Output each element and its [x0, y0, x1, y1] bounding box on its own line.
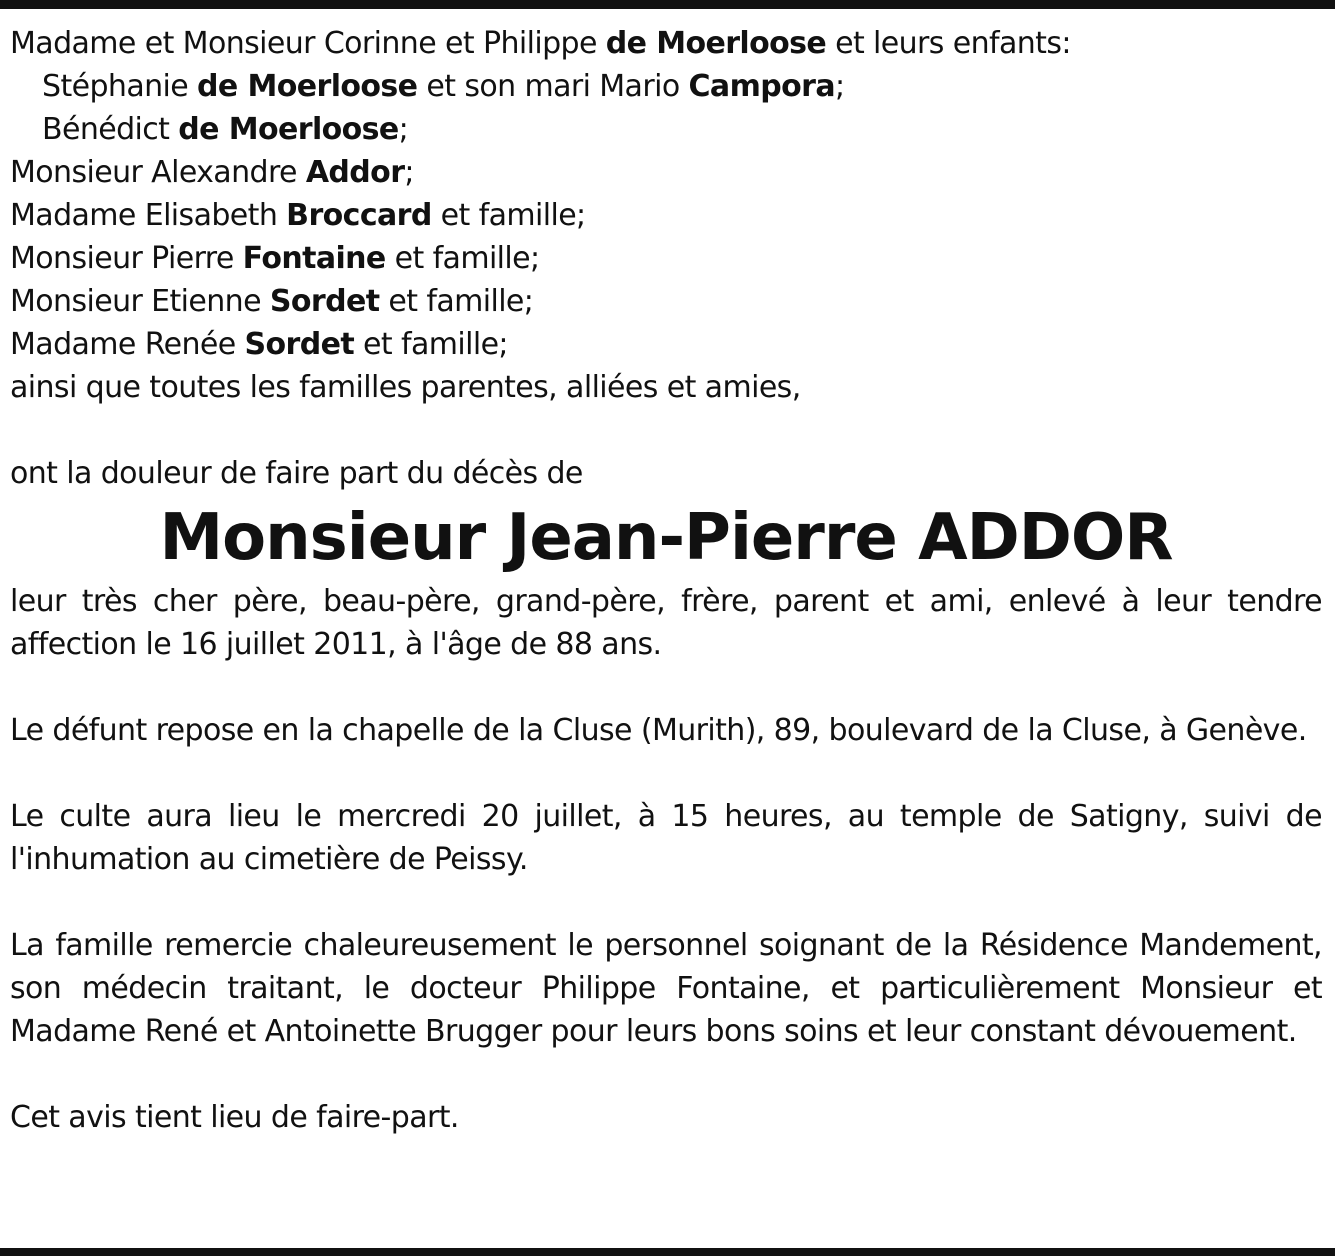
- family-line: [10, 151, 1322, 194]
- family-suffix-text: et leurs enfants:: [826, 26, 1071, 61]
- family-line: [10, 194, 1322, 237]
- family-suffix-text: et famille;: [379, 284, 534, 319]
- family-suffix-text: et famille;: [354, 327, 508, 362]
- family-suffix-text: ;: [398, 112, 409, 147]
- family-surname: Fontaine: [242, 241, 386, 276]
- family-surname: Campora: [688, 69, 835, 104]
- family-closing: ainsi que toutes les familles parentes, alliées et amies,: [10, 370, 801, 405]
- family-surname: Sordet: [269, 284, 380, 319]
- announcement: ont la douleur de faire part du décès de: [10, 456, 583, 491]
- family-name-text: Stéphanie: [42, 69, 198, 104]
- family-surname: de Moerloose: [605, 26, 827, 61]
- spacer: [10, 752, 1322, 795]
- family-suffix-text: ;: [404, 155, 414, 190]
- family-line: [10, 323, 1322, 366]
- obituary-notice: [10, 22, 1322, 1139]
- family-surname: Sordet: [244, 327, 355, 362]
- family-name-text: Monsieur Alexandre: [10, 155, 306, 190]
- bottom-rule: [0, 1248, 1335, 1256]
- repose-paragraph: Le défunt repose en la chapelle de la Cluse (Murith), 89, boulevard de la Cluse, à Genève.: [10, 713, 1307, 748]
- family-name-text: Bénédict: [42, 112, 179, 147]
- family-surname: de Moerloose: [178, 112, 399, 147]
- culte-paragraph: Le culte aura lieu le mercredi 20 juillet, à 15 heures, au temple de Satigny, suivi de l'inhumation au cimetière de Peissy.: [10, 799, 1322, 877]
- family-suffix-text: et son mari Mario: [417, 69, 689, 104]
- spacer: [10, 881, 1322, 924]
- family-suffix-text: ;: [834, 69, 845, 104]
- deceased-name: Monsieur Jean-Pierre ADDOR: [159, 501, 1173, 575]
- family-name-text: Monsieur Pierre: [10, 241, 243, 276]
- relation-paragraph: leur très cher père, beau-père, grand-père, frère, parent et ami, enlevé à leur tendre affection le 16 juillet 2011, à l'âge de 88 ans.: [10, 584, 1322, 662]
- family-name-text: Madame Renée: [10, 327, 245, 362]
- spacer: [10, 409, 1322, 452]
- top-rule: [0, 0, 1335, 9]
- family-suffix-text: et famille;: [431, 198, 586, 233]
- spacer: [10, 666, 1322, 709]
- family-line: [10, 22, 1322, 65]
- spacer: [10, 1053, 1322, 1096]
- family-line: [10, 65, 1322, 108]
- family-line: [10, 280, 1322, 323]
- family-surname: Addor: [305, 155, 405, 190]
- family-surname: de Moerloose: [197, 69, 418, 104]
- family-name-text: Madame et Monsieur Corinne et Philippe: [10, 26, 606, 61]
- family-surname: Broccard: [286, 198, 432, 233]
- family-line: [10, 108, 1322, 151]
- family-suffix-text: et famille;: [385, 241, 540, 276]
- family-name-text: Madame Elisabeth: [10, 198, 287, 233]
- thanks-paragraph: La famille remercie chaleureusement le personnel soignant de la Résidence Mandement, son médecin traitant, le docteur Philippe Fontaine, et particulièrement Monsieur et Madame René et Antoinette Brugger pour leurs bons soins et leur constant dévouement.: [10, 928, 1322, 1049]
- final-paragraph: Cet avis tient lieu de faire-part.: [10, 1100, 459, 1135]
- family-line: [10, 237, 1322, 280]
- family-name-text: Monsieur Etienne: [10, 284, 270, 319]
